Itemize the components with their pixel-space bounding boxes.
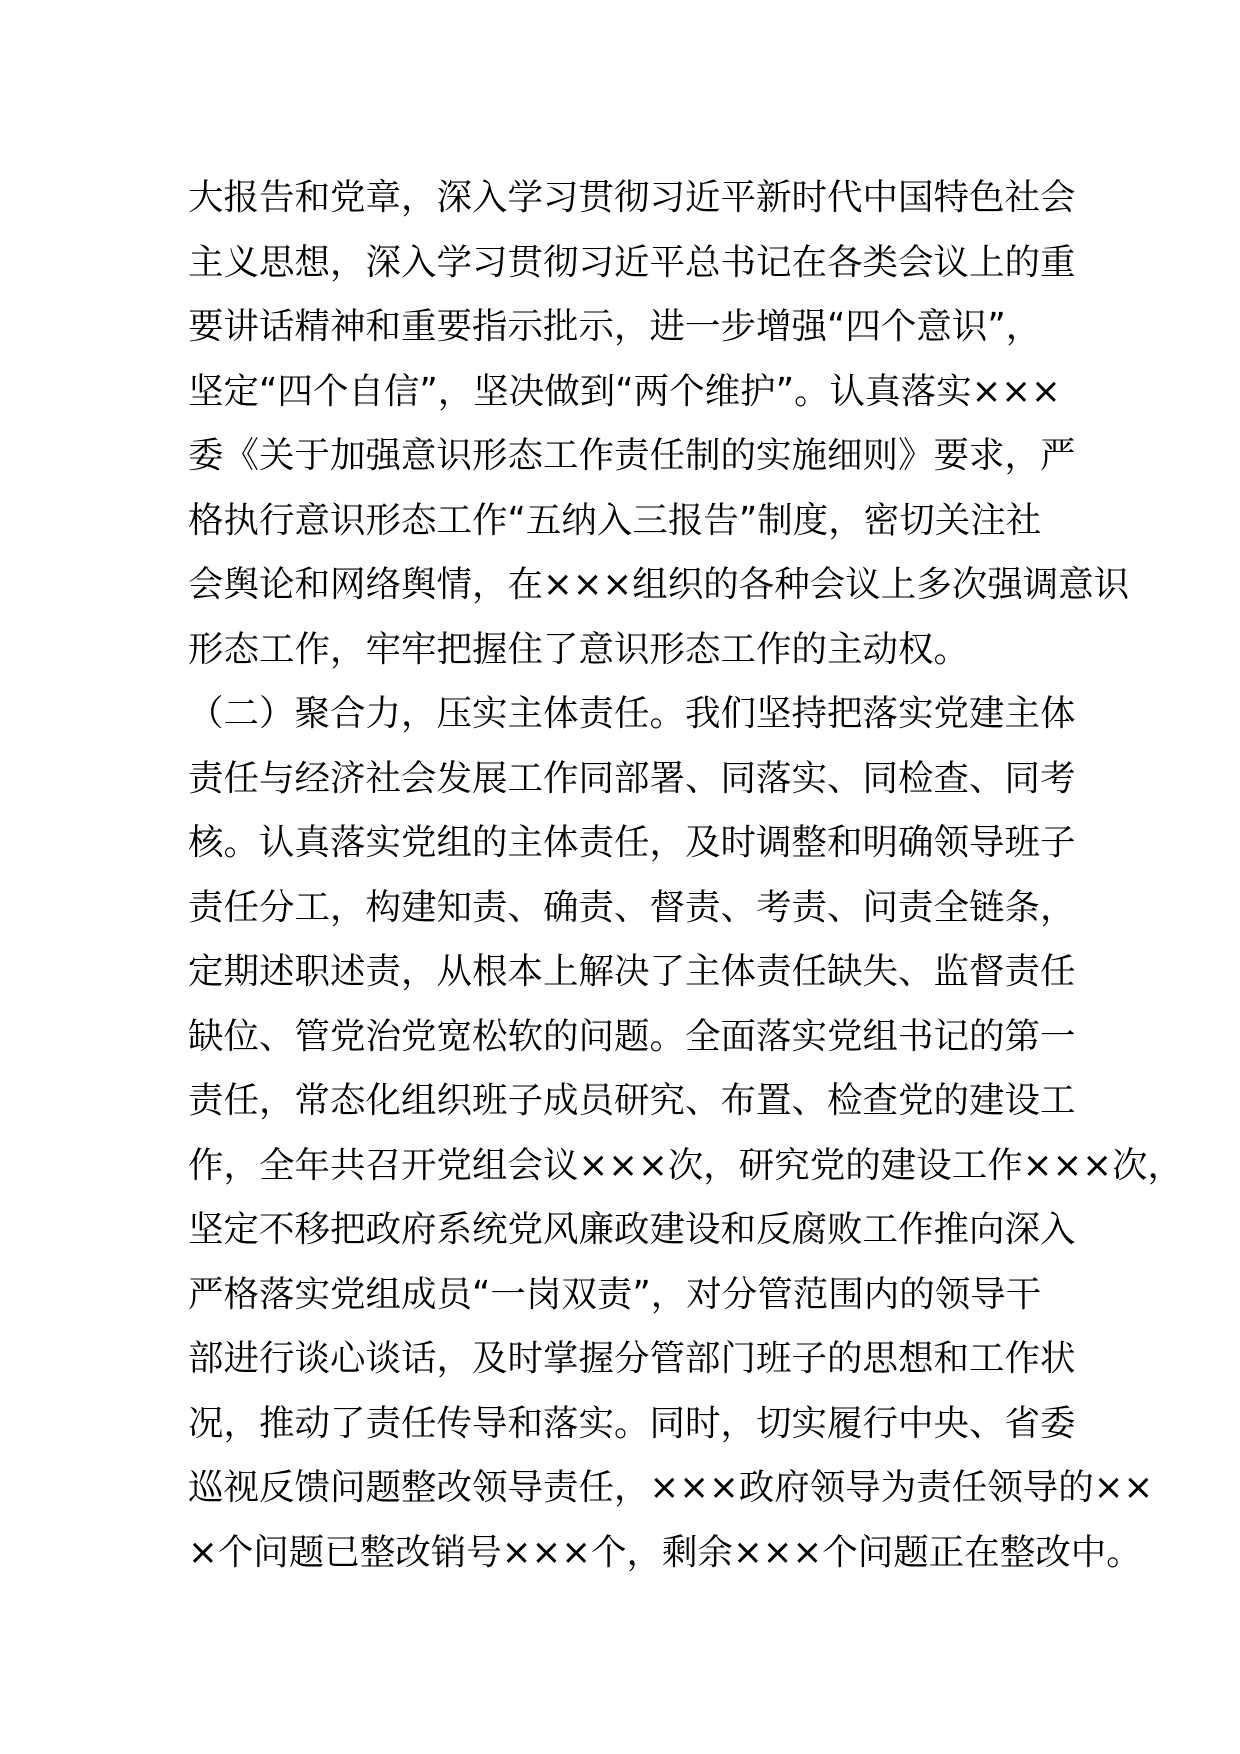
text-line: 坚定不移把政府系统党风廉政建设和反腐败工作推向深入 <box>188 1209 1076 1250</box>
text-line: 大报告和党章，深入学习贯彻习近平新时代中国特色社会 <box>188 177 1076 218</box>
text-line: ×个问题已整改销号×××个，剩余×××个问题正在整改中。 <box>188 1531 1142 1573</box>
text-line: 要讲话精神和重要指示批示，进一步增强“四个意识”， <box>188 306 1042 347</box>
section-heading-line: （二）聚合力，压实主体责任。我们坚持把落实党建主体 <box>188 693 1076 734</box>
text-line: 责任与经济社会发展工作同部署、同落实、同检查、同考 <box>188 757 1076 799</box>
text-line: 巡视反馈问题整改领导责任，×××政府领导为责任领导的×× <box>188 1467 1154 1508</box>
text-line: 部进行谈心谈话，及时掌握分管部门班子的思想和工作状 <box>188 1338 1076 1379</box>
text-line: 定期述职述责，从根本上解决了主体责任缺失、监督责任 <box>188 951 1076 992</box>
text-line: 严格落实党组成员“一岗双责”，对分管范围内的领导干 <box>188 1273 1042 1315</box>
text-line: 格执行意识形态工作“五纳入三报告”制度，密切关注社 <box>188 499 1042 541</box>
text-line: 委《关于加强意识形态工作责任制的实施细则》要求，严 <box>188 435 1076 476</box>
text-line: 会舆论和网络舆情，在×××组织的各种会议上多次强调意识 <box>188 564 1130 605</box>
text-line: 责任分工，构建知责、确责、督责、考责、问责全链条， <box>188 886 1076 928</box>
text-line: 况，推动了责任传导和落实。同时，切实履行中央、省委 <box>188 1402 1076 1444</box>
text-line: 主义思想，深入学习贯彻习近平总书记在各类会议上的重 <box>188 241 1076 283</box>
text-line: 核。认真落实党组的主体责任，及时调整和明确领导班子 <box>188 822 1076 863</box>
body-text <box>188 166 1183 1585</box>
text-line: 缺位、管党治党宽松软的问题。全面落实党组书记的第一 <box>188 1015 1076 1057</box>
text-line: 责任，常态化组织班子成员研究、布置、检查党的建设工 <box>188 1080 1076 1121</box>
text-line: 作，全年共召开党组会议×××次，研究党的建设工作×××次， <box>188 1144 1183 1186</box>
text-line: 坚定“四个自信”，坚决做到“两个维护”。认真落实××× <box>188 370 1061 412</box>
text-line: 形态工作，牢牢把握住了意识形态工作的主动权。 <box>188 628 970 670</box>
